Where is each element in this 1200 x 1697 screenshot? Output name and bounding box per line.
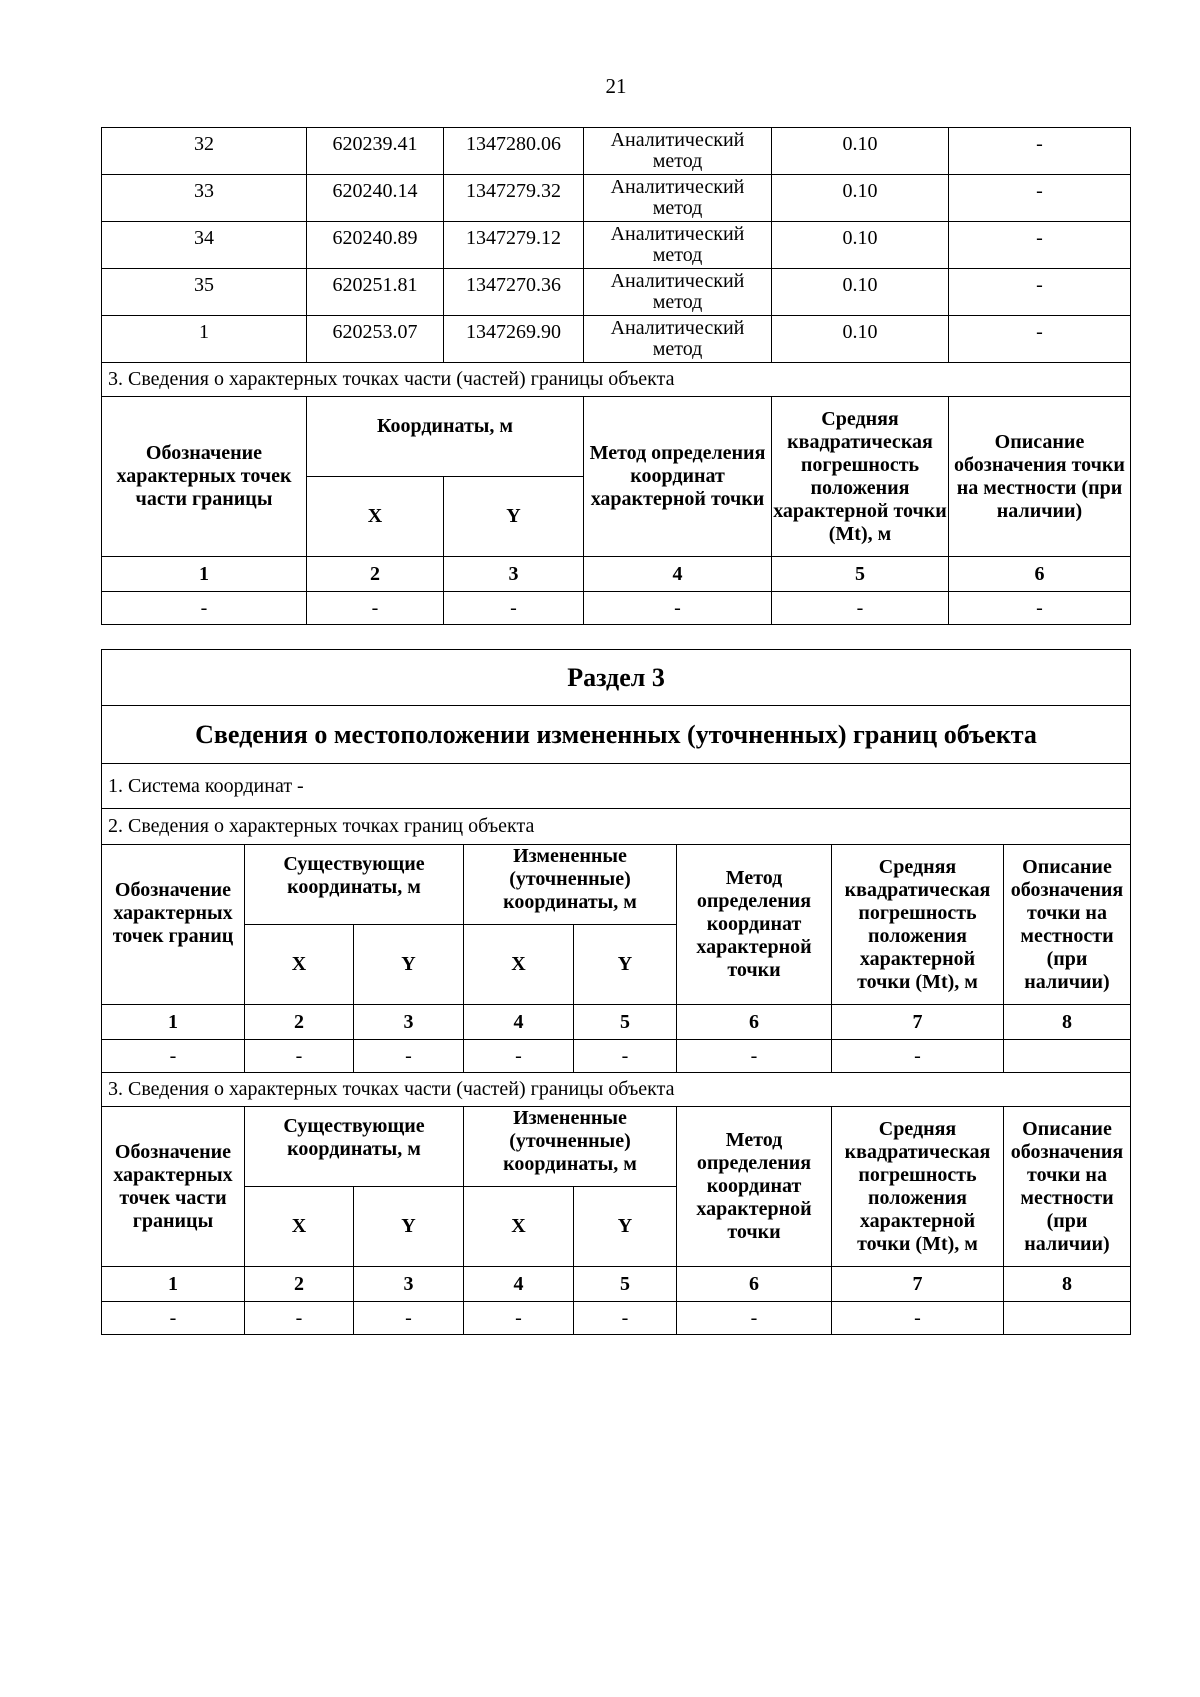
empty-cell: [1004, 1040, 1131, 1073]
header-coords: Координаты, м: [307, 397, 584, 477]
header-desc: Описание обозначения точки на местности (при наличии): [1004, 845, 1131, 1005]
coordinate-system: 1. Система координат -: [102, 764, 1131, 809]
empty-cell: -: [677, 1302, 832, 1335]
boundary-points-label: 2. Сведения о характерных точках границ объекта: [102, 809, 1131, 845]
description-cell: -: [949, 128, 1131, 175]
x-coordinate-cell: 620240.89: [307, 222, 444, 269]
col-number: 8: [1004, 1267, 1131, 1302]
mt-cell: 0.10: [772, 222, 949, 269]
y-coordinate-cell: 1347270.36: [444, 269, 584, 316]
header-method: Метод определения координат характерной точки: [584, 397, 772, 557]
empty-cell: -: [464, 1040, 574, 1073]
description-cell: -: [949, 316, 1131, 363]
method-cell: Аналитический метод: [584, 269, 772, 316]
table-row: [102, 316, 1131, 363]
empty-cell: -: [677, 1040, 832, 1073]
column-numbers-row: [102, 557, 1131, 592]
empty-cell: -: [832, 1302, 1004, 1335]
point-number-cell: 32: [102, 128, 307, 175]
part-points-label: 3. Сведения о характерных точках части (частей) границы объекта: [102, 363, 1131, 397]
table-row: [102, 128, 1131, 175]
col-number: 1: [102, 1267, 245, 1302]
header-method: Метод определения координат характерной точки: [677, 1107, 832, 1267]
col-number: 2: [307, 557, 444, 592]
x-coordinate-cell: 620240.14: [307, 175, 444, 222]
point-number-cell: 35: [102, 269, 307, 316]
empty-cell: -: [772, 592, 949, 625]
table-row: [102, 269, 1131, 316]
empty-row: [102, 1040, 1131, 1073]
col-number: 6: [677, 1005, 832, 1040]
empty-row: [102, 592, 1131, 625]
col-number: 1: [102, 557, 307, 592]
x-coordinate-cell: 620251.81: [307, 269, 444, 316]
y-coordinate-cell: 1347280.06: [444, 128, 584, 175]
header-y: Y: [354, 925, 464, 1005]
col-number: 6: [949, 557, 1131, 592]
header-designation: Обозначение характерных точек части границы: [102, 397, 307, 557]
point-number-cell: 33: [102, 175, 307, 222]
header-x: X: [245, 1187, 354, 1267]
header-y: Y: [574, 925, 677, 1005]
col-number: 2: [245, 1005, 354, 1040]
boundary-points-table: [101, 127, 1131, 625]
empty-cell: -: [584, 592, 772, 625]
column-numbers-row: [102, 1267, 1131, 1302]
description-cell: -: [949, 175, 1131, 222]
header-y: Y: [444, 477, 584, 557]
col-number: 4: [464, 1267, 574, 1302]
header-x: X: [464, 925, 574, 1005]
header-mt: Средняя квадратическая погрешность положения характерной точки (Mt), м: [772, 397, 949, 557]
col-number: 5: [574, 1005, 677, 1040]
x-coordinate-cell: 620239.41: [307, 128, 444, 175]
mt-cell: 0.10: [772, 175, 949, 222]
empty-cell: -: [245, 1040, 354, 1073]
y-coordinate-cell: 1347279.32: [444, 175, 584, 222]
col-number: 5: [574, 1267, 677, 1302]
col-number: 4: [584, 557, 772, 592]
empty-cell: [1004, 1302, 1131, 1335]
header-y: Y: [354, 1187, 464, 1267]
col-number: 3: [354, 1005, 464, 1040]
col-number: 5: [772, 557, 949, 592]
section-title: Раздел 3: [102, 650, 1131, 706]
method-cell: Аналитический метод: [584, 175, 772, 222]
header-designation: Обозначение характерных точек части границы: [102, 1107, 245, 1267]
part-points-label: 3. Сведения о характерных точках части (частей) границы объекта: [102, 1073, 1131, 1107]
method-cell: Аналитический метод: [584, 222, 772, 269]
header-changed-coords: Измененные (уточненные) координаты, м: [464, 845, 677, 925]
col-number: 7: [832, 1005, 1004, 1040]
table-row: [102, 222, 1131, 269]
section3-table: [101, 649, 1131, 1335]
header-mt: Средняя квадратическая погрешность положения характерной точки (Mt), м: [832, 1107, 1004, 1267]
point-number-cell: 1: [102, 316, 307, 363]
col-number: 3: [354, 1267, 464, 1302]
header-changed-coords: Измененные (уточненные) координаты, м: [464, 1107, 677, 1187]
empty-cell: -: [102, 1302, 245, 1335]
empty-cell: -: [464, 1302, 574, 1335]
empty-cell: -: [832, 1040, 1004, 1073]
header-designation: Обозначение характерных точек границ: [102, 845, 245, 1005]
section-heading: Сведения о местоположении измененных (уточненных) границ объекта: [102, 706, 1131, 764]
table-row: [102, 175, 1131, 222]
header-x: X: [307, 477, 444, 557]
empty-cell: -: [444, 592, 584, 625]
col-number: 2: [245, 1267, 354, 1302]
col-number: 3: [444, 557, 584, 592]
empty-cell: -: [574, 1040, 677, 1073]
empty-cell: -: [245, 1302, 354, 1335]
header-x: X: [464, 1187, 574, 1267]
col-number: 6: [677, 1267, 832, 1302]
col-number: 4: [464, 1005, 574, 1040]
point-number-cell: 34: [102, 222, 307, 269]
empty-cell: -: [102, 1040, 245, 1073]
empty-cell: -: [949, 592, 1131, 625]
description-cell: -: [949, 222, 1131, 269]
description-cell: -: [949, 269, 1131, 316]
mt-cell: 0.10: [772, 269, 949, 316]
header-y: Y: [574, 1187, 677, 1267]
empty-cell: -: [354, 1040, 464, 1073]
method-cell: Аналитический метод: [584, 128, 772, 175]
header-method: Метод определения координат характерной точки: [677, 845, 832, 1005]
y-coordinate-cell: 1347269.90: [444, 316, 584, 363]
mt-cell: 0.10: [772, 128, 949, 175]
header-desc: Описание обозначения точки на местности (при наличии): [1004, 1107, 1131, 1267]
empty-cell: -: [574, 1302, 677, 1335]
y-coordinate-cell: 1347279.12: [444, 222, 584, 269]
empty-cell: -: [102, 592, 307, 625]
empty-row: [102, 1302, 1131, 1335]
mt-cell: 0.10: [772, 316, 949, 363]
header-existing-coords: Существующие координаты, м: [245, 845, 464, 925]
col-number: 7: [832, 1267, 1004, 1302]
page-number: 21: [605, 74, 627, 98]
header-desc: Описание обозначения точки на местности (при наличии): [949, 397, 1131, 557]
empty-cell: -: [307, 592, 444, 625]
col-number: 8: [1004, 1005, 1131, 1040]
empty-cell: -: [354, 1302, 464, 1335]
header-x: X: [245, 925, 354, 1005]
header-mt: Средняя квадратическая погрешность положения характерной точки (Mt), м: [832, 845, 1004, 1005]
method-cell: Аналитический метод: [584, 316, 772, 363]
col-number: 1: [102, 1005, 245, 1040]
header-existing-coords: Существующие координаты, м: [245, 1107, 464, 1187]
x-coordinate-cell: 620253.07: [307, 316, 444, 363]
column-numbers-row: [102, 1005, 1131, 1040]
